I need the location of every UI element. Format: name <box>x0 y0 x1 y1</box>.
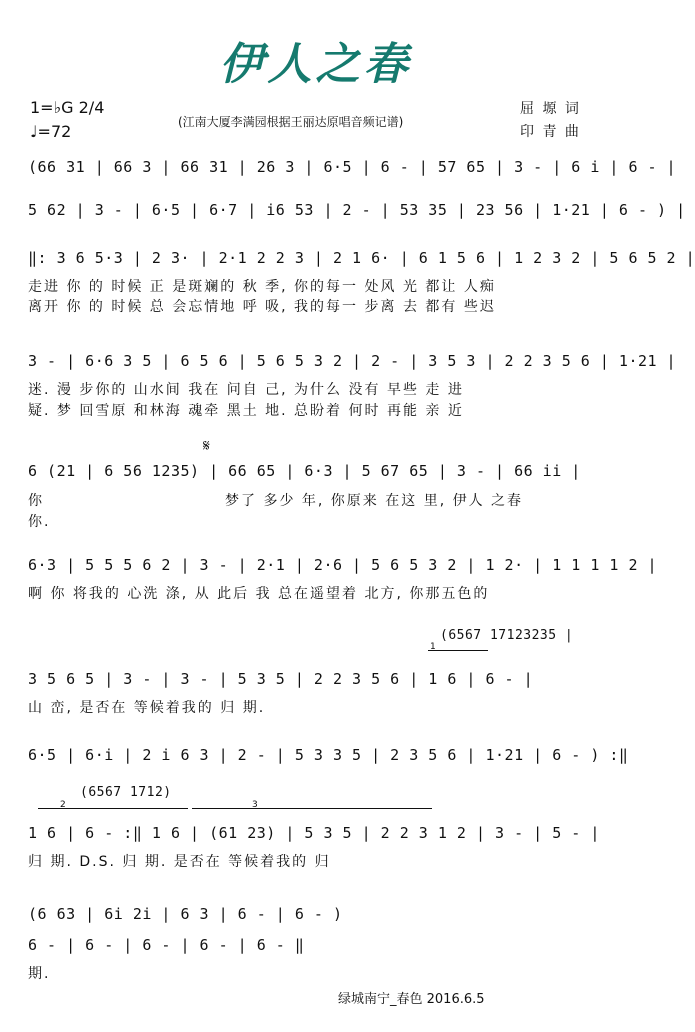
lyric-line-5b: 你. <box>28 514 51 530</box>
transcription-note: (江南大厦李满园根据王丽达原唱音频记谱) <box>178 115 404 129</box>
score-line-10-top: (6 63 | 6i 2i | 6 3 | 6 - | 6 - ) <box>28 905 343 923</box>
tempo-marking: ♩=72 <box>30 122 72 141</box>
volta-1-label: 1 <box>430 642 436 652</box>
volta-3-bracket <box>192 808 432 809</box>
score-line-9: 1 6 | 6 - :‖ 1 6 | (61 23) | 5 3 5 | 2 2 3 1 2 | 3 - | 5 - | <box>28 824 600 842</box>
lyric-line-5c: 梦了 多少 年, 你原来 在这 里, 伊人 之春 <box>225 493 524 509</box>
lyric-line-9: 归 期. D.S. 归 期. 是否在 等候着我的 归 <box>28 854 331 870</box>
score-line-2: 5 62 | 3 - | 6·5 | 6·7 | i6 53 | 2 - | 53 35 | 23 56 | 1·21 | 6 - ) | <box>28 201 686 219</box>
score-line-5: 6 (21 | 6 56 1235) | 66 65 | 6·3 | 5 67 65 | 3 - | 66 ii | <box>28 462 581 480</box>
score-line-8: 6·5 | 6·i | 2 i 6 3 | 2 - | 5 3 3 5 | 2 3 5 6 | 1·21 | 6 - ) :‖ <box>28 746 629 764</box>
volta-3-label: 3 <box>252 800 258 810</box>
score-line-1: (66 31 | 66 3 | 66 31 | 26 3 | 6·5 | 6 - | 57 65 | 3 - | 6 i | 6 - | <box>28 158 677 176</box>
composer-credit: 印 青 曲 <box>520 124 581 140</box>
score-line-10: 6 - | 6 - | 6 - | 6 - | 6 - ‖ <box>28 936 305 954</box>
lyric-line-6: 啊 你 将我的 心洗 涤, 从 此后 我 总在遥望着 北方, 你那五色的 <box>28 586 490 602</box>
key-signature: 1=♭G 2/4 <box>30 98 105 117</box>
lyric-line-3b: 离开 你 的 时候 总 会忘情地 呼 吸, 我的每一 步离 去 都有 些迟 <box>28 299 496 315</box>
score-line-4: 3 - | 6·6 3 5 | 6 5 6 | 5 6 5 3 2 | 2 - | 3 5 3 | 2 2 3 5 6 | 1·21 | <box>28 352 677 370</box>
segno-sign: 𝄋 <box>203 436 210 455</box>
score-line-7: 3 5 6 5 | 3 - | 3 - | 5 3 5 | 2 2 3 5 6 | 1 6 | 6 - | <box>28 670 534 688</box>
song-title: 伊人之春 <box>219 39 412 90</box>
score-line-3: ‖: 3 6 5·3 | 2 3· | 2·1 2 2 3 | 2 1 6· | 6 1 5 6 | 1 2 3 2 | 5 6 5 2 | <box>28 249 695 267</box>
score-line-9-top: (6567 1712) <box>80 785 172 800</box>
volta-1-bracket <box>428 650 488 651</box>
lyric-line-3a: 走进 你 的 时候 正 是斑斓的 秋 季, 你的每一 处风 光 都让 人痴 <box>28 279 496 295</box>
lyric-line-4a: 迷. 漫 步你的 山水间 我在 问自 己, 为什么 没有 早些 走 进 <box>28 382 464 398</box>
footer-credit: 绿城南宁_春色 2016.6.5 <box>338 992 485 1007</box>
score-line-6: 6·3 | 5 5 5 6 2 | 3 - | 2·1 | 2·6 | 5 6 5 3 2 | 1 2· | 1 1 1 1 2 | <box>28 556 658 574</box>
volta-2-label: 2 <box>60 800 66 810</box>
lyricist-credit: 屈 塬 词 <box>520 101 581 117</box>
lyric-line-5a: 你 <box>28 493 44 509</box>
lyric-line-7: 山 峦, 是否在 等候着我的 归 期. <box>28 700 266 716</box>
score-line-7-top: (6567 17123235 | <box>440 628 574 643</box>
lyric-line-10: 期. <box>28 966 51 982</box>
lyric-line-4b: 疑. 梦 回雪原 和林海 魂牵 黑土 地. 总盼着 何时 再能 亲 近 <box>28 403 464 419</box>
